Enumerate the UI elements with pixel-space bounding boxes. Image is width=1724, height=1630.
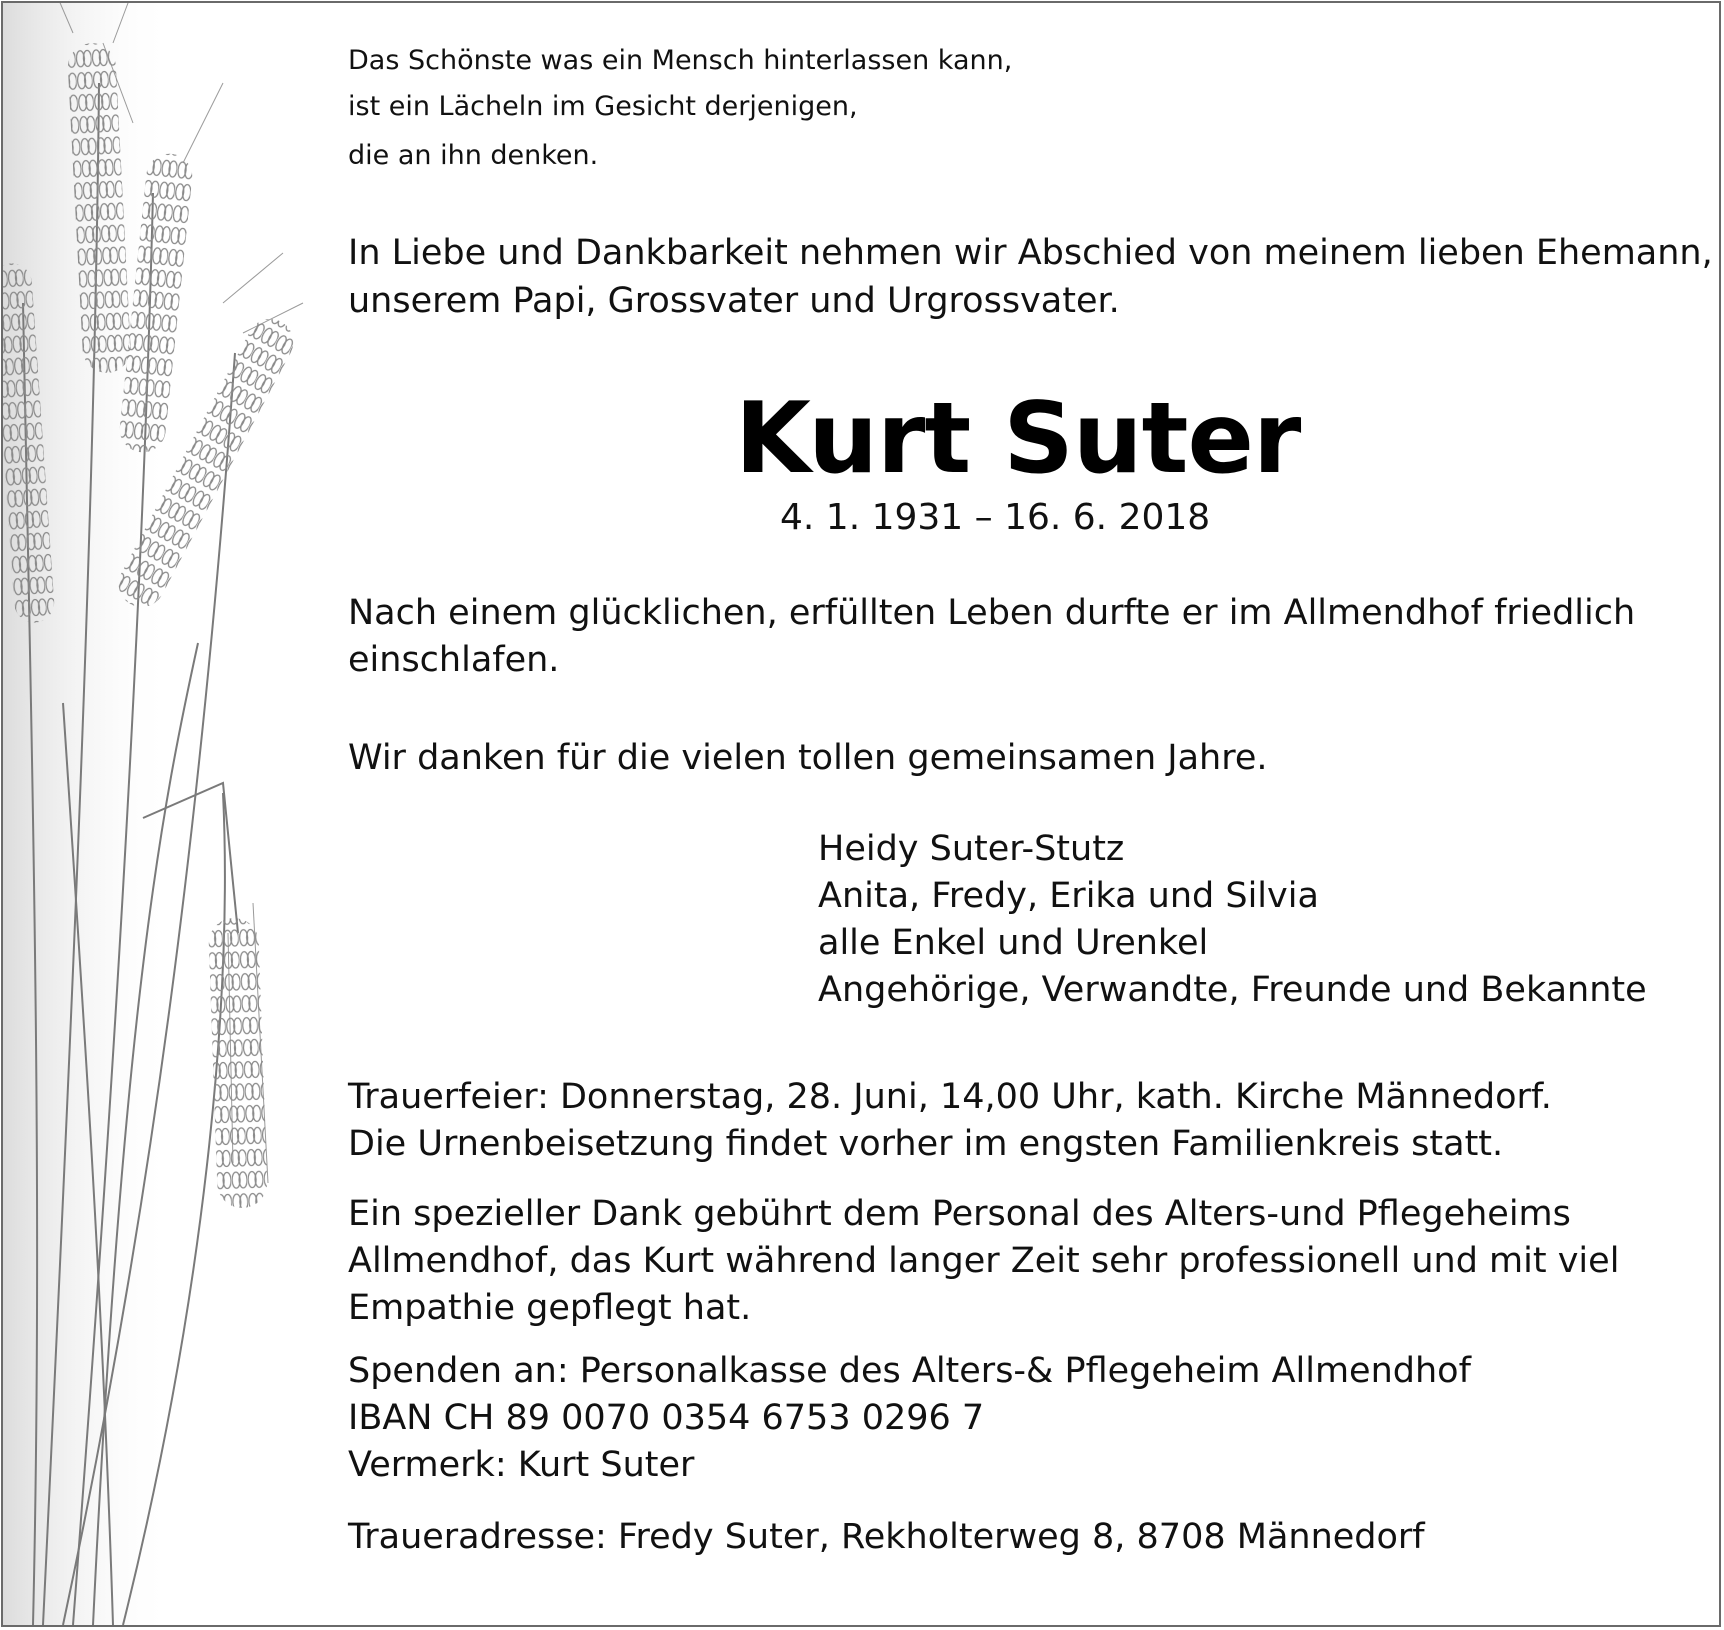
mourning-address: Traueradresse: Fredy Suter, Rekholterweg 8, 8708 Männedorf: [348, 1517, 1425, 1557]
life-dates: 4. 1. 1931 – 16. 6. 2018: [780, 497, 1211, 538]
donations-line-1: Spenden an: Personalkasse des Alters-& Pflegeheim Allmendhof: [348, 1351, 1471, 1391]
motto-line-3: die an ihn denken.: [348, 140, 599, 171]
special-thanks-line-2: Allmendhof, das Kurt während langer Zeit sehr professionell und mit viel: [348, 1241, 1620, 1281]
donations-note: Vermerk: Kurt Suter: [348, 1445, 695, 1485]
ceremony-line-2: Die Urnenbeisetzung findet vorher im engsten Familienkreis statt.: [348, 1124, 1504, 1164]
mourner-line: alle Enkel und Urenkel: [818, 923, 1209, 963]
deceased-name: Kurt Suter: [735, 382, 1301, 496]
donations-iban: IBAN CH 89 0070 0354 6753 0296 7: [348, 1398, 985, 1438]
intro-line-1: In Liebe und Dankbarkeit nehmen wir Abschied von meinem lieben Ehemann,: [348, 233, 1713, 273]
ceremony-line-1: Trauerfeier: Donnerstag, 28. Juni, 14,00 Uhr, kath. Kirche Männedorf.: [348, 1077, 1552, 1117]
thanks-line: Wir danken für die vielen tollen gemeinsamen Jahre.: [348, 738, 1268, 778]
mourner-line: Angehörige, Verwandte, Freunde und Bekannte: [818, 970, 1647, 1010]
special-thanks-line-1: Ein spezieller Dank gebührt dem Personal des Alters-und Pflegeheims: [348, 1194, 1571, 1234]
motto-line-1: Das Schönste was ein Mensch hinterlassen kann,: [348, 45, 1013, 76]
mourners-list: [818, 826, 1647, 1014]
passing-line-1: Nach einem glücklichen, erfüllten Leben durfte er im Allmendhof friedlich: [348, 593, 1636, 633]
passing-line-2: einschlafen.: [348, 640, 560, 680]
mourner-line: Heidy Suter-Stutz: [818, 829, 1125, 869]
motto-line-2: ist ein Lächeln im Gesicht derjenigen,: [348, 91, 858, 122]
wheat-ears-icon: [3, 3, 333, 1625]
intro-line-2: unserem Papi, Grossvater und Urgrossvater.: [348, 281, 1120, 321]
mourner-line: Anita, Fredy, Erika und Silvia: [818, 876, 1319, 916]
special-thanks-line-3: Empathie gepflegt hat.: [348, 1288, 752, 1328]
